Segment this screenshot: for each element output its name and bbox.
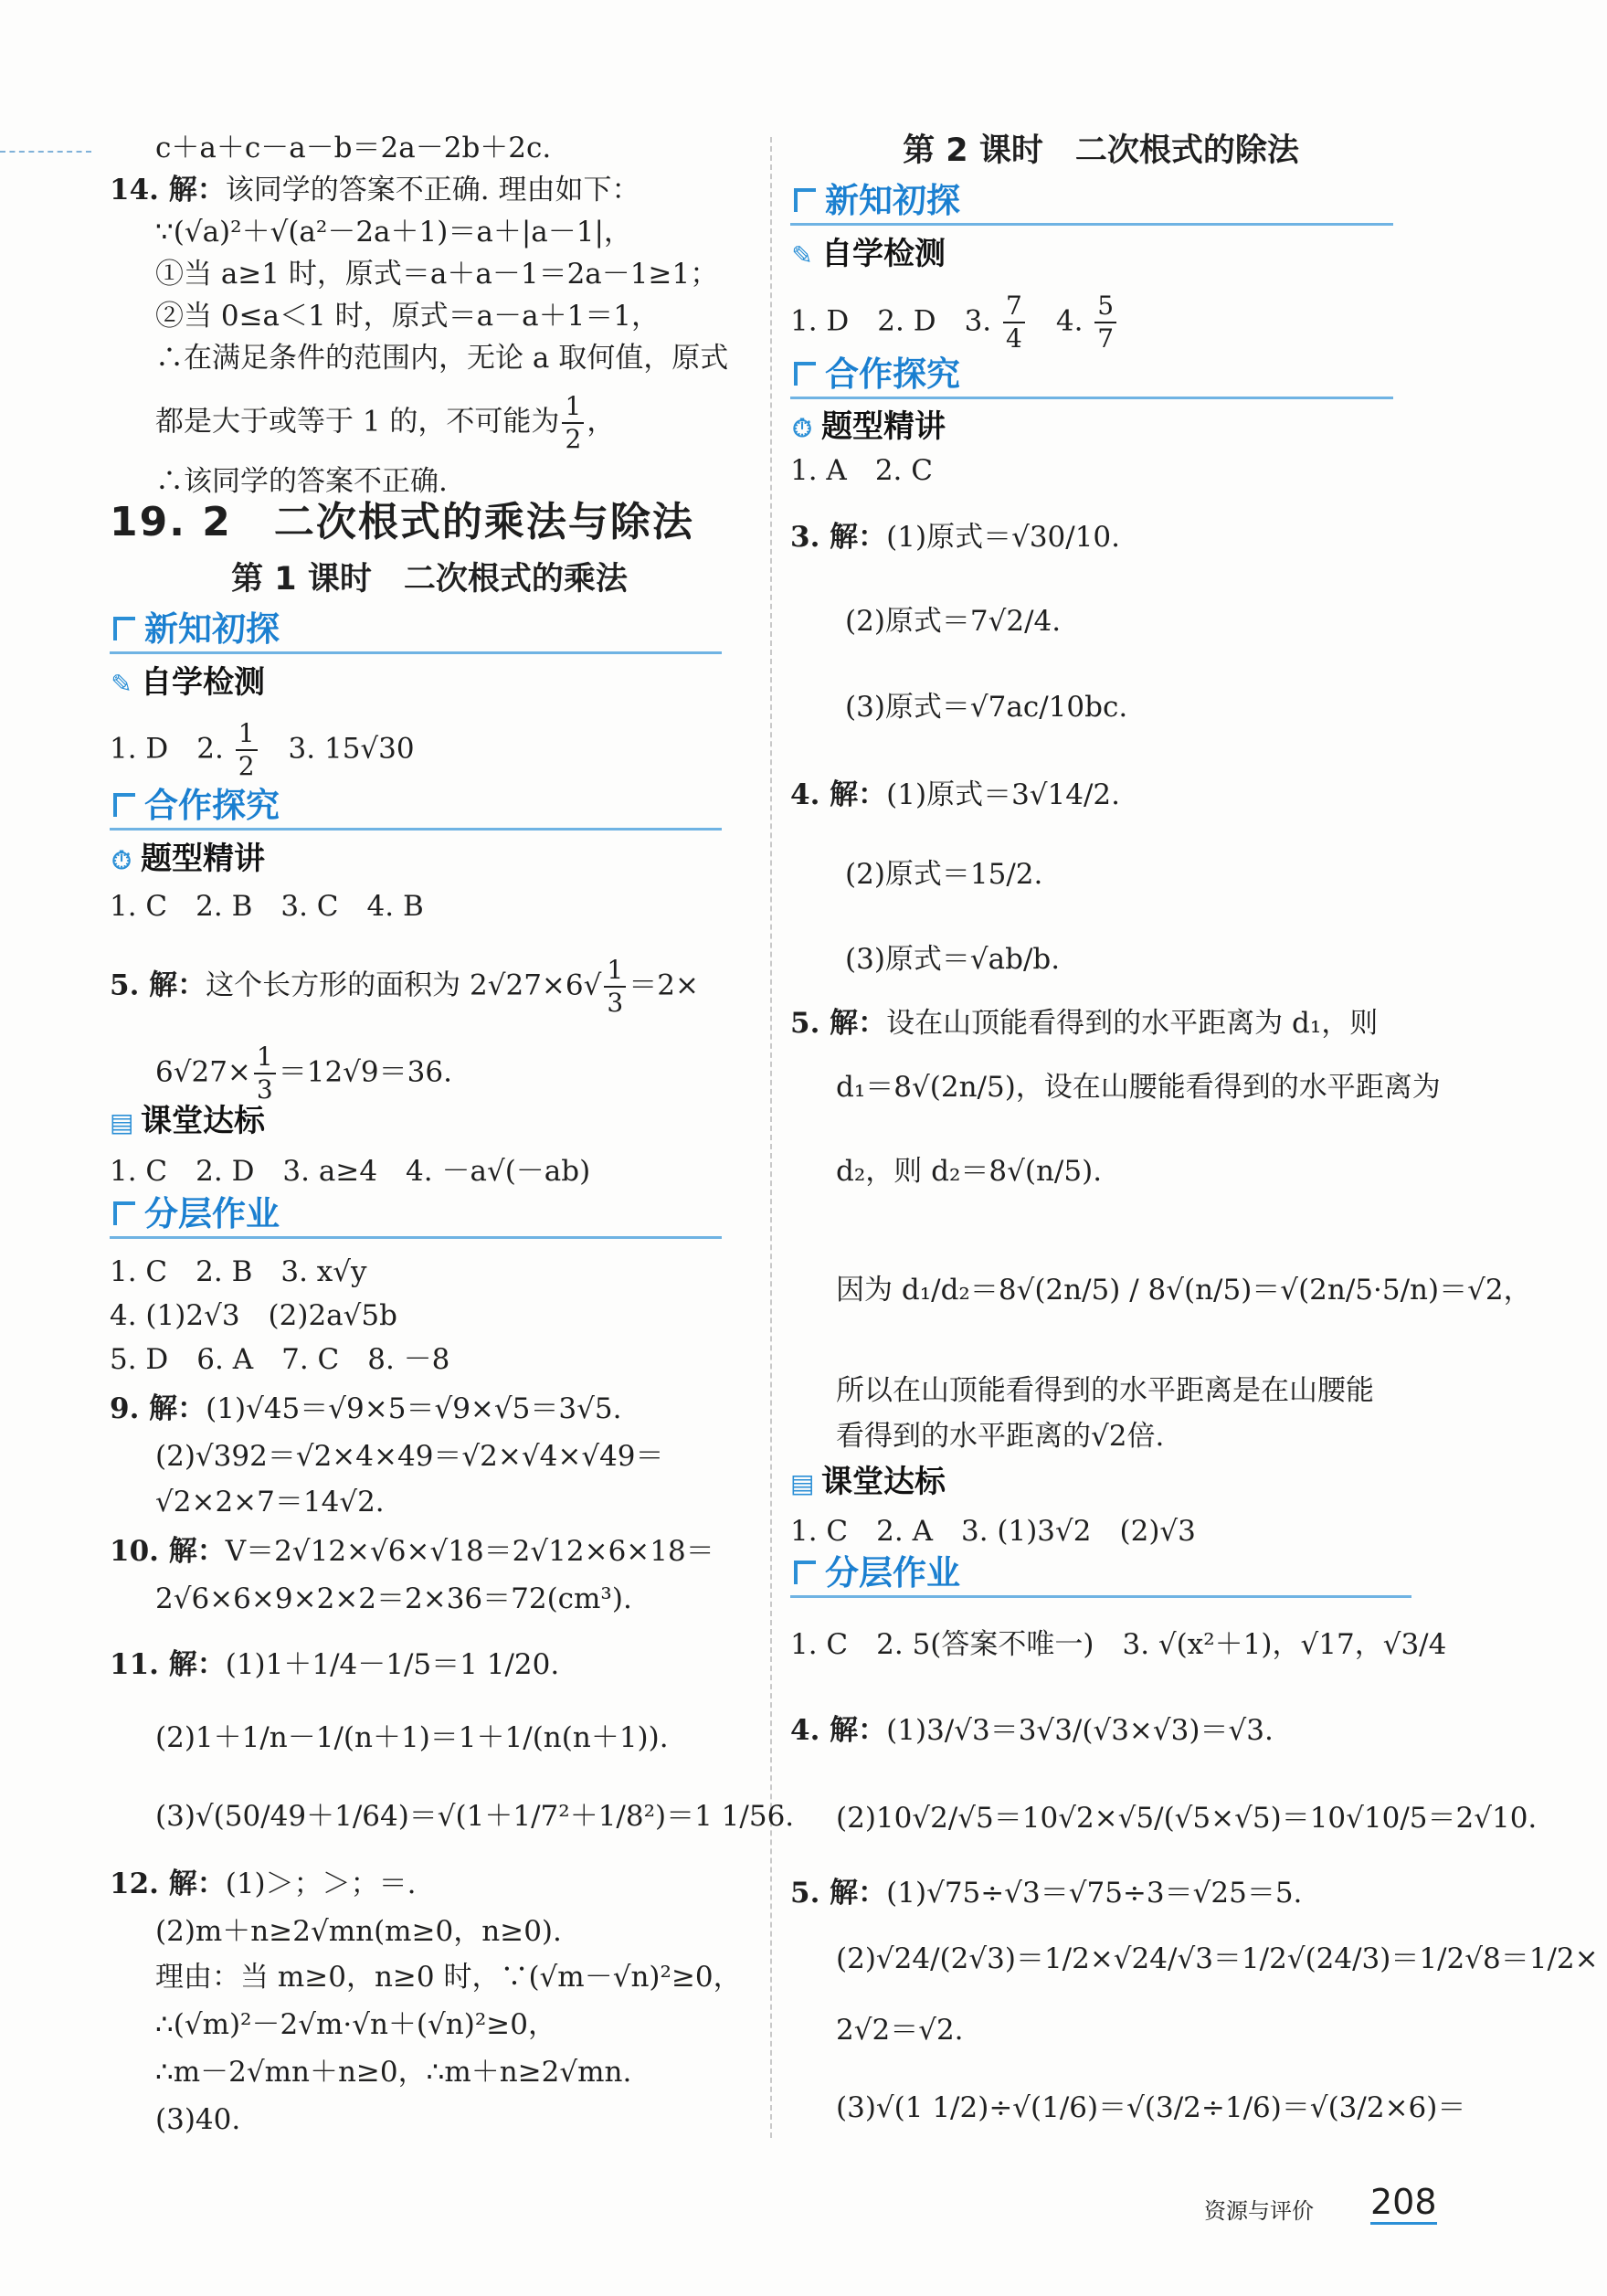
stopwatch-icon: ⏱	[111, 845, 132, 875]
problem-5: 5. 解：设在山顶能看得到的水平距离为 d₁，则	[790, 1007, 1379, 1040]
text-line: (2)m＋n≥2√mn(m≥0，n≥0).	[155, 1915, 562, 1948]
answers-line: 1. C 2. A 3. (1)3√2 (2)√3	[790, 1515, 1196, 1548]
subheading: ✎ 自学检测	[110, 662, 749, 704]
text-line: (2)原式＝7√2/4.	[845, 605, 1062, 638]
subheading: ▤ 课堂达标	[110, 1101, 749, 1143]
text-line: d₂，则 d₂＝8√(n/5).	[836, 1155, 1103, 1188]
text-line: 都是大于或等于 1 的，不可能为 $\frac{1}{2}$ ，	[155, 391, 616, 454]
problem-3: 3. 解：(1)原式＝√30/10.	[790, 521, 1121, 554]
text-line: 因为 d₁/d₂＝8√(2n/5) / 8√(n/5)＝√(2n/5·5/n)＝√2，	[836, 1274, 1532, 1307]
pen-icon: ✎	[111, 669, 132, 699]
answers-line: 1. C 2. B 3. C 4. B	[110, 890, 424, 923]
lesson-title: 第 1 课时 二次根式的乘法	[231, 561, 628, 598]
text-line: √2×2×7＝14√2.	[155, 1486, 385, 1518]
section-bar: 分层作业	[790, 1551, 1411, 1598]
text-line: (2)√24/(2√3)＝1/2×√24/√3＝1/2√(24/3)＝1/2√8＝1/2×	[836, 1942, 1599, 1975]
text-line: (3)√(1 1/2)÷√(1/6)＝√(3/2÷1/6)＝√(3/2×6)＝	[836, 2091, 1466, 2124]
bookmark-icon	[113, 617, 135, 640]
text-line: (2)√392＝√2×4×49＝√2×√4×√49＝	[155, 1440, 664, 1473]
page-number: 208	[1370, 2182, 1437, 2225]
answers-line: 4. (1)2√3 (2)2a√5b	[110, 1299, 397, 1332]
bookmark-icon	[113, 1201, 135, 1225]
subheading: ⏱ 题型精讲	[790, 407, 1411, 449]
answers-line: 1. A 2. C	[790, 454, 933, 487]
problem-11: 11. 解：(1)1＋1/4－1/5＝1 1/20.	[110, 1648, 560, 1681]
bookmark-icon	[794, 362, 816, 386]
section-bar: 合作探究	[110, 784, 722, 831]
answers-line: 1. D 2. $\frac{1}{2}$ 3. 15√30	[110, 718, 415, 781]
text-line: ∴(√m)²－2√m·√n＋(√n)²≥0，	[155, 2008, 556, 2041]
bookmark-icon	[113, 793, 135, 817]
text-line: c＋a＋c－a－b＝2a－2b＋2c.	[155, 132, 552, 164]
text-line: (3)原式＝√7ac/10bc.	[845, 691, 1128, 724]
answers-line: 1. C 2. 5(答案不唯一) 3. √(x²＋1)，√17，√3/4	[790, 1628, 1447, 1661]
subheading: ⏱ 题型精讲	[110, 839, 749, 881]
problem-5: 5. 解：这个长方形的面积为 2√27×6√ $\frac{1}{3}$ ＝2×	[110, 955, 699, 1018]
text-line: (2)原式＝15/2.	[845, 858, 1043, 891]
subheading: ▤ 课堂达标	[790, 1462, 1411, 1504]
problem-4b: 4. 解：(1)3/√3＝3√3/(√3×√3)＝√3.	[790, 1714, 1274, 1747]
answers-line: 1. D 2. D 3. $\frac{7}{4}$ 4. $\frac{5}{7}$	[790, 291, 1411, 354]
text-line: 理由：当 m≥0，n≥0 时，∵(√m－√n)²≥0，	[155, 1961, 742, 1994]
lesson-title: 第 2 课时 二次根式的除法	[903, 132, 1299, 169]
problem-10: 10. 解：V＝2√12×√6×√18＝2√12×6×18＝	[110, 1535, 714, 1568]
answers-line: 1. C 2. B 3. x√y	[110, 1255, 367, 1288]
text-line: (2)10√2/√5＝10√2×√5/(√5×√5)＝10√10/5＝2√10.	[836, 1802, 1538, 1835]
column-divider	[770, 137, 772, 2138]
section-bar: 合作探究	[790, 353, 1393, 399]
section-title: 19. 2 二次根式的乘法与除法	[110, 499, 694, 545]
text-line: ∵(√a)²＋√(a²－2a＋1)＝a＋|a－1|，	[155, 216, 632, 249]
problem-12: 12. 解：(1)＞；＞；＝.	[110, 1867, 417, 1900]
stopwatch-icon: ⏱	[792, 413, 812, 443]
book-icon: ▤	[110, 1107, 134, 1137]
problem-5b: 5. 解：(1)√75÷√3＝√75÷3＝√25＝5.	[790, 1877, 1303, 1910]
fraction: $\frac{1}{2}$	[562, 391, 584, 455]
text-line: (3)40.	[155, 2103, 241, 2136]
text-line: ∴该同学的答案不正确.	[155, 465, 448, 498]
problem-9: 9. 解：(1)√45＝√9×5＝√9×√5＝3√5.	[110, 1392, 622, 1425]
section-bar: 分层作业	[110, 1192, 722, 1239]
text-line: (3)原式＝√ab/b.	[845, 943, 1061, 976]
text-line: 6√27× $\frac{1}{3}$ ＝12√9＝36.	[155, 1042, 452, 1105]
text-line: 2√6×6×9×2×2＝2×36＝72(cm³).	[155, 1582, 632, 1615]
bookmark-icon	[794, 188, 816, 212]
text-line: ①当 a≥1 时，原式＝a＋a－1＝2a－1≥1；	[155, 258, 719, 291]
section-bar: 新知初探	[110, 608, 722, 654]
bookmark-icon	[794, 1561, 816, 1584]
problem-4: 4. 解：(1)原式＝3√14/2.	[790, 778, 1121, 811]
text-line: ∴在满足条件的范围内，无论 a 取何值，原式	[155, 342, 729, 375]
book-icon: ▤	[790, 1468, 815, 1498]
text-line: ∴m－2√mn＋n≥0，∴m＋n≥2√mn.	[155, 2056, 632, 2089]
answers-line: 5. D 6. A 7. C 8. －8	[110, 1343, 450, 1376]
subheading: ✎ 自学检测	[790, 234, 1411, 276]
text-line: (2)1＋1/n－1/(n＋1)＝1＋1/(n(n＋1)).	[155, 1721, 669, 1754]
text-line: ②当 0≤a＜1 时，原式＝a－a＋1＝1，	[155, 300, 661, 333]
text-line: (3)√(50/49＋1/64)＝√(1＋1/7²＋1/8²)＝1 1/56.	[155, 1800, 795, 1833]
text-line: 所以在山顶能看得到的水平距离是在山腰能	[836, 1374, 1374, 1407]
footer-label: 资源与评价	[1204, 2198, 1314, 2224]
text-line: 看得到的水平距离的√2倍.	[836, 1420, 1165, 1453]
problem-14: 14. 解：该同学的答案不正确. 理由如下：	[110, 174, 640, 206]
margin-dash-mark	[0, 151, 91, 153]
text-line: 2√2＝√2.	[836, 2014, 964, 2047]
section-bar: 新知初探	[790, 179, 1393, 226]
text-line: d₁＝8√(2n/5)，设在山腰能看得到的水平距离为	[836, 1071, 1441, 1104]
pen-icon: ✎	[791, 240, 813, 270]
answers-line: 1. C 2. D 3. a≥4 4. －a√(－ab)	[110, 1155, 591, 1188]
